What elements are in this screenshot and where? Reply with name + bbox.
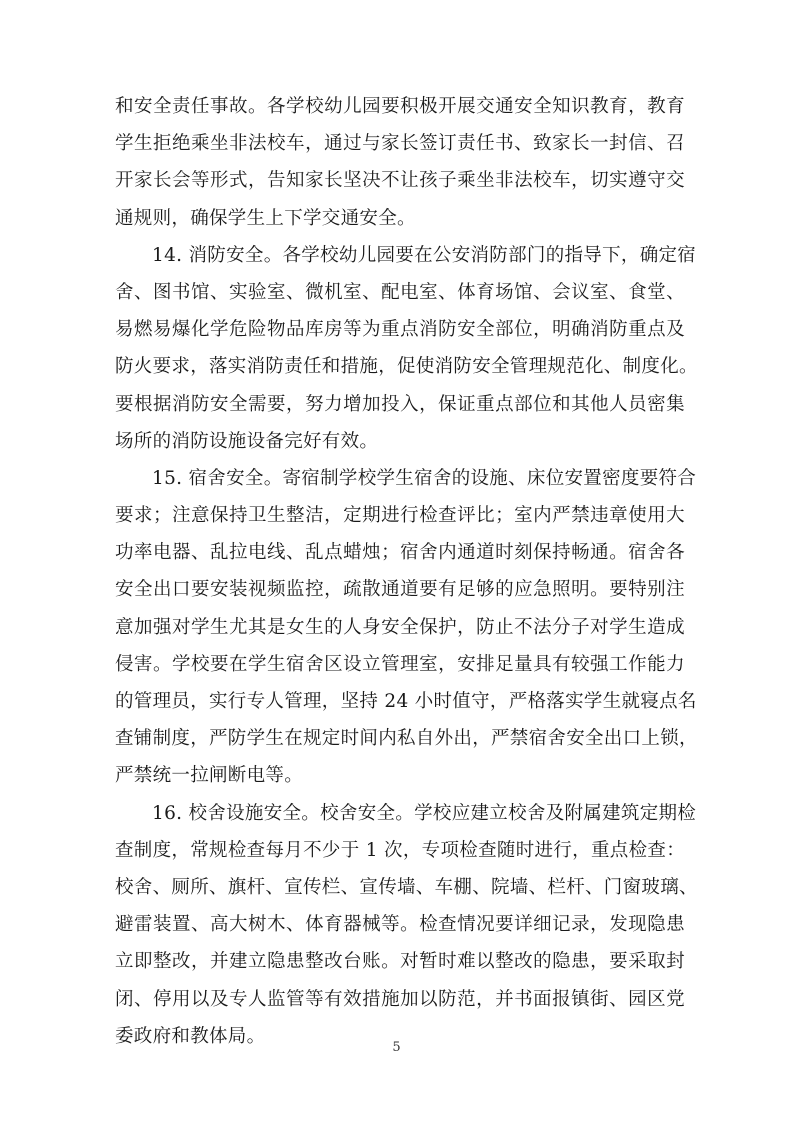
text-line: 场所的消防设施设备完好有效。 <box>115 430 379 452</box>
text-line: 功率电器、乱拉电线、乱点蜡烛；宿舍内通道时刻保持畅通。宿舍各 <box>115 542 685 564</box>
text-line: 防火要求，落实消防责任和措施，促使消防安全管理规范化、制度化。 <box>115 356 698 378</box>
text-line: 15. 宿舍安全。寄宿制学校学生宿舍的设施、床位安置密度要符合 <box>152 467 697 489</box>
paragraph-fire-safety <box>115 237 698 460</box>
text-line: 14. 消防安全。各学校幼儿园要在公安消防部门的指导下，确定宿 <box>152 244 697 266</box>
text-line: 安全出口要安装视频监控，疏散通道要有足够的应急照明。要特别注 <box>115 579 685 601</box>
paragraph-school-building-safety <box>115 795 698 1055</box>
text-line: 严禁统一拉闸断电等。 <box>115 765 304 787</box>
text-line: 查铺制度，严防学生在规定时间内私自外出，严禁宿舍安全出口上锁， <box>115 728 698 750</box>
text-line: 校舍、厕所、旗杆、宣传栏、宣传墙、车棚、院墙、栏杆、门窗玻璃、 <box>115 876 698 898</box>
paragraph-dormitory-safety <box>115 460 698 795</box>
page-number: 5 <box>392 1040 401 1055</box>
text-line: 通规则，确保学生上下学交通安全。 <box>115 207 416 229</box>
text-line: 和安全责任事故。各学校幼儿园要积极开展交通安全知识教育，教育 <box>115 96 685 117</box>
text-line: 避雷装置、高大树木、体育器械等。检查情况要详细记录，发现隐患 <box>115 914 685 936</box>
text-line: 开家长会等形式，告知家长坚决不让孩子乘坐非法校车，切实遵守交 <box>115 170 685 192</box>
text-line: 要求；注意保持卫生整洁，定期进行检查评比；室内严禁违章使用大 <box>115 505 685 527</box>
text-line: 学生拒绝乘坐非法校车，通过与家长签订责任书、致家长一封信、召 <box>115 133 685 155</box>
text-line: 16. 校舍设施安全。校舍安全。学校应建立校舍及附属建筑定期检 <box>152 802 697 824</box>
text-line: 意加强对学生尤其是女生的人身安全保护，防止不法分子对学生造成 <box>115 616 685 638</box>
text-line: 侵害。学校要在学生宿舍区设立管理室，安排足量具有较强工作能力 <box>115 653 685 675</box>
text-line: 闭、停用以及专人监管等有效措施加以防范，并书面报镇街、园区党 <box>115 988 685 1010</box>
text-line: 要根据消防安全需要，努力增加投入，保证重点部位和其他人员密集 <box>115 393 685 415</box>
text-line: 委政府和教体局。 <box>115 1025 266 1047</box>
text-line: 易燃易爆化学危险物品库房等为重点消防安全部位，明确消防重点及 <box>115 319 685 341</box>
text-line: 舍、图书馆、实验室、微机室、配电室、体育场馆、会议室、食堂、 <box>115 281 685 303</box>
document-body <box>115 88 698 1055</box>
text-line: 立即整改，并建立隐患整改台账。对暂时难以整改的隐患，要采取封 <box>115 951 685 973</box>
text-line: 的管理员，实行专人管理，坚持 24 小时值守，严格落实学生就寝点名 <box>115 691 697 712</box>
text-line: 查制度，常规检查每月不少于 1 次，专项检查随时进行，重点检查： <box>115 839 685 861</box>
paragraph-traffic-safety-continued <box>115 88 685 237</box>
